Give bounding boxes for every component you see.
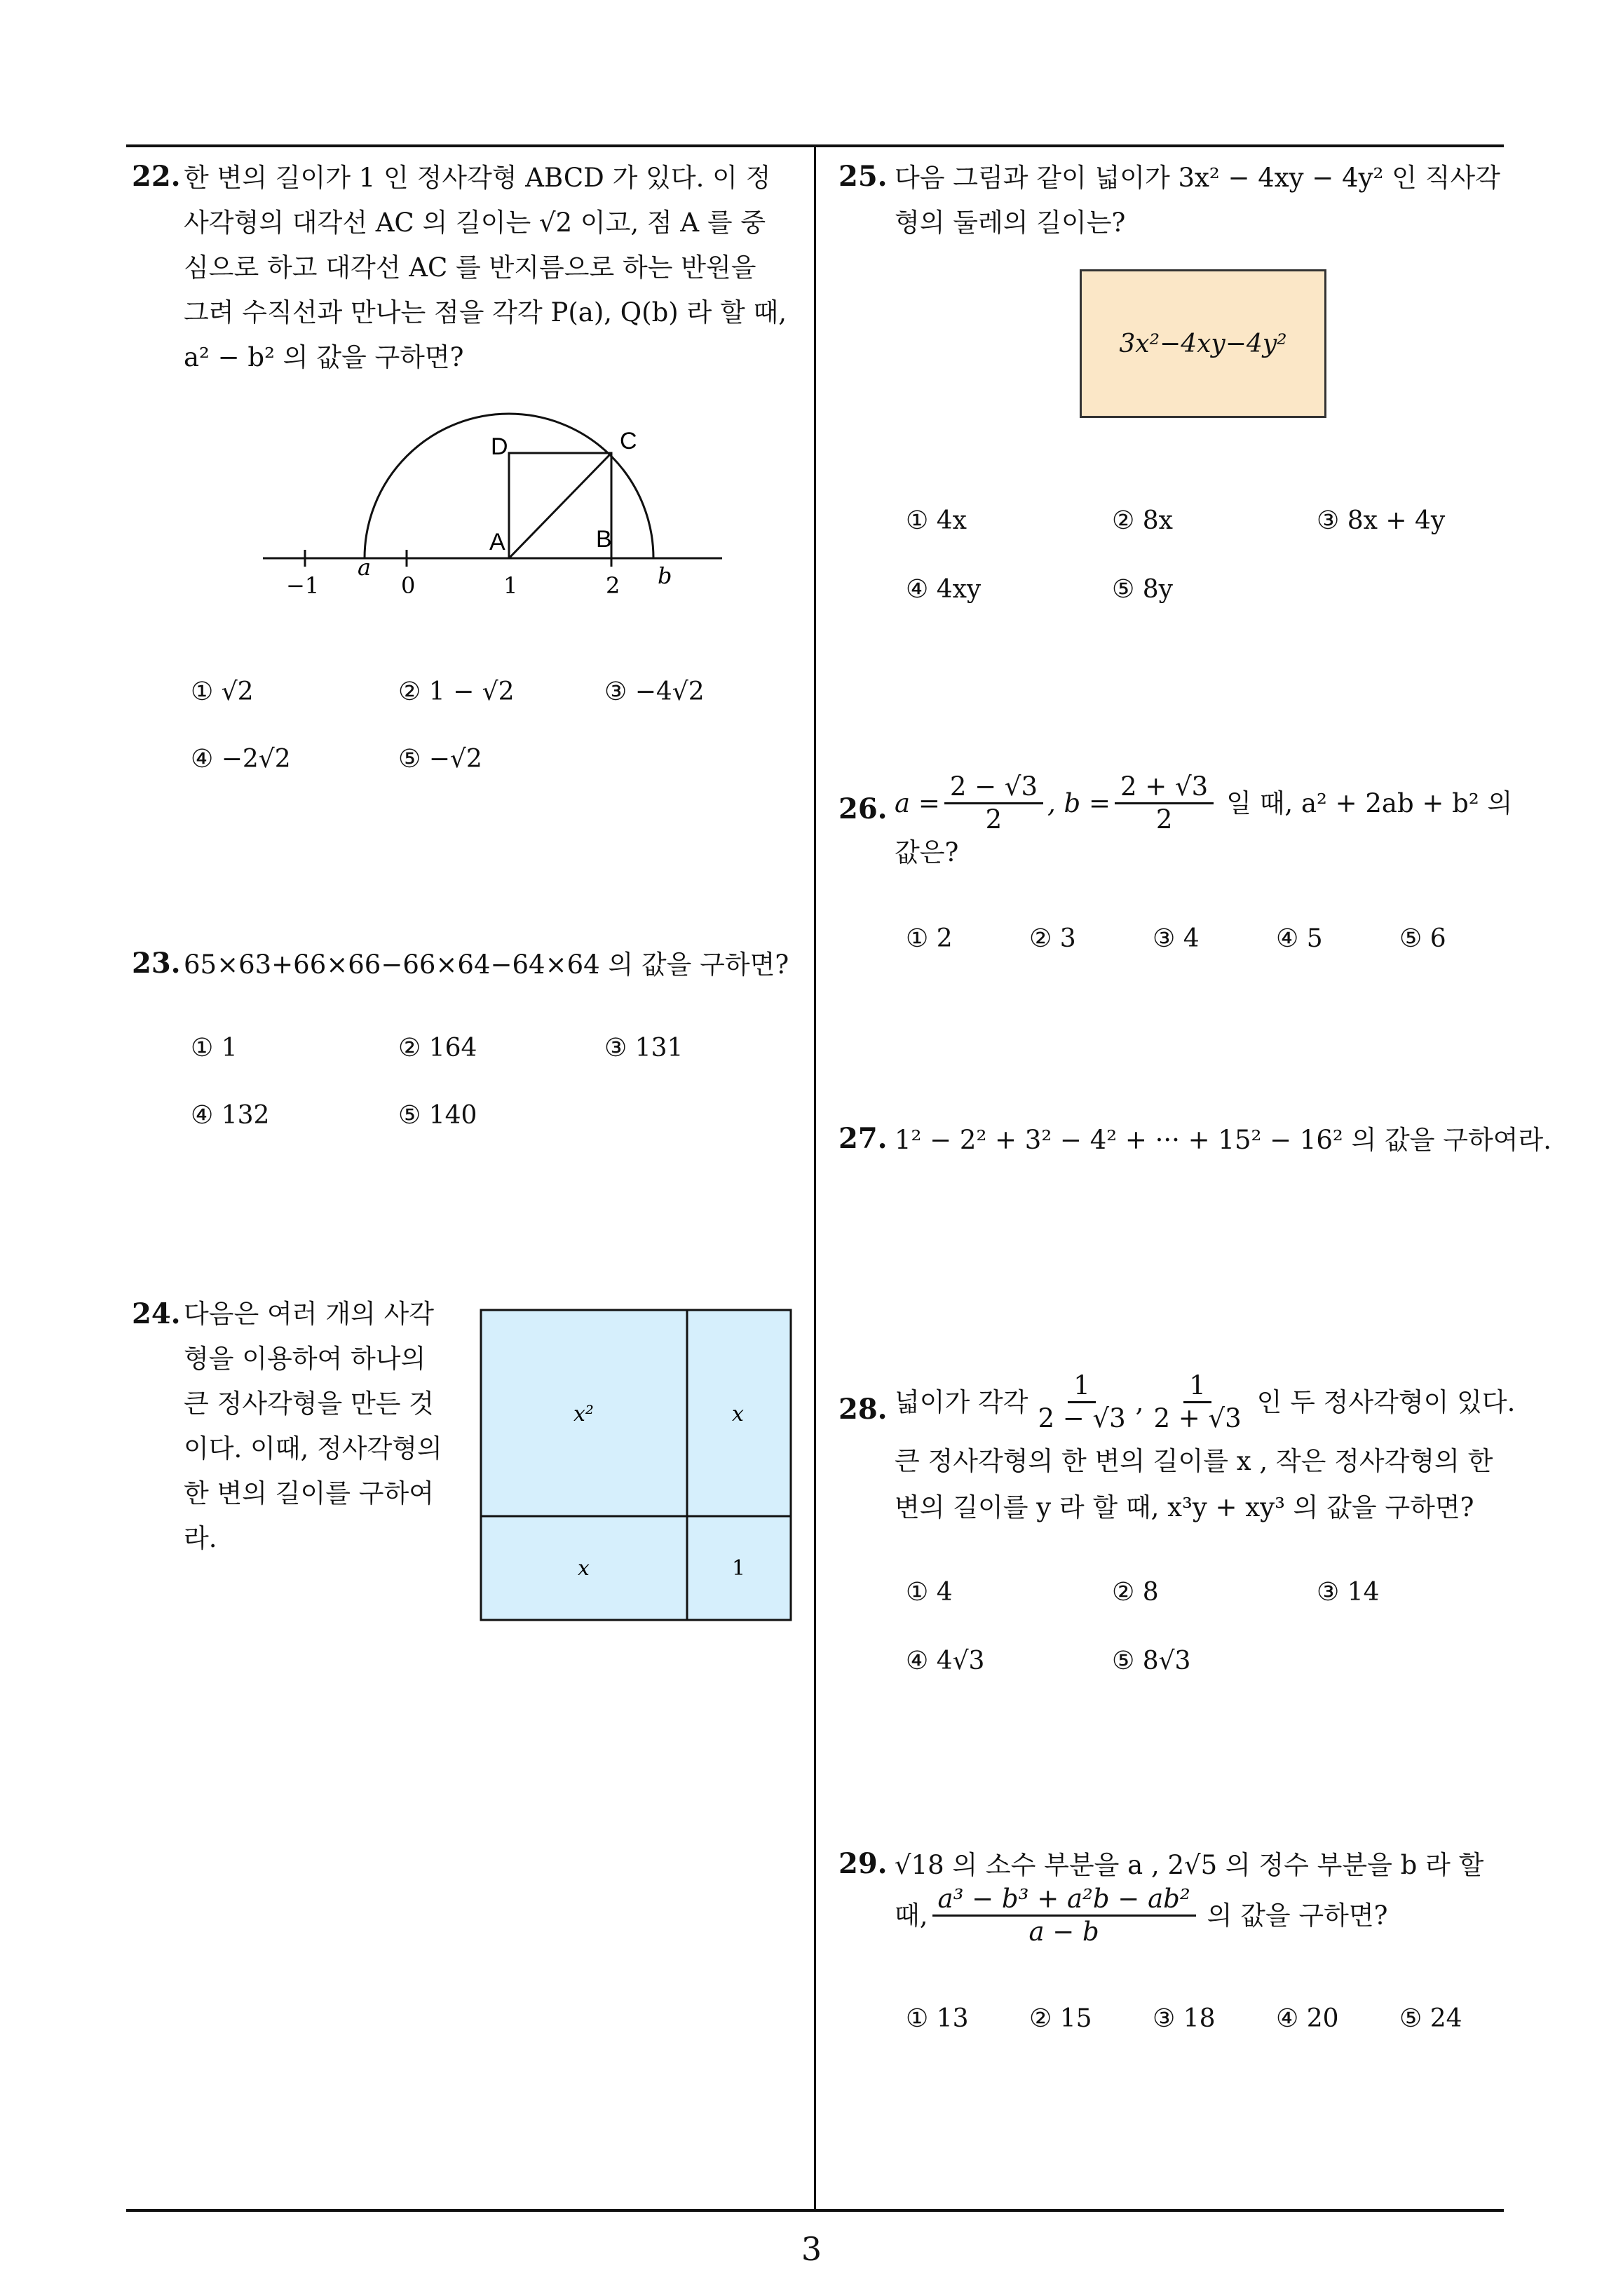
text-line: 형의 둘레의 길이는? [895,208,1126,238]
text-line: 사각형의 대각선 AC 의 길이는 √2 이고, 점 A 를 중 [184,208,766,238]
question-text [895,771,1512,835]
option-4[interactable]: ④ 4xy [906,575,982,604]
point-label-a: A [489,529,505,555]
fraction-2 [1148,1370,1247,1434]
question-number: 26. [838,792,888,825]
option-2[interactable]: ② 8 [1112,1578,1159,1607]
question-text [184,1292,450,1561]
option-4[interactable]: ④ 20 [1276,2004,1339,2033]
text-line: 이다. 이때, 정사각형의 [184,1433,442,1464]
option-4[interactable]: ④ 5 [1276,924,1323,953]
column-divider [814,144,816,2212]
bottom-rule [126,2209,1504,2212]
question-number: 23. [132,947,181,980]
numerator: a³ − b³ + a²b − ab² [932,1884,1196,1917]
region-label: 1 [732,1556,746,1581]
text-line: 큰 정사각형을 만든 것 [184,1389,434,1419]
denominator: 2 − √3 [1038,1403,1126,1433]
question-text: 1² − 2² + 3² − 4² + ··· + 15² − 16² 의 값을 구하여라. [895,1125,1551,1155]
question-number: 24. [132,1297,181,1330]
option-3[interactable]: ③ 131 [604,1034,684,1062]
option-5[interactable]: ⑤ 140 [398,1101,477,1130]
region-label: x² [573,1402,594,1426]
text-line: 한 변의 길이가 1 인 정사각형 ABCD 가 있다. 이 정 [184,163,771,193]
question-number: 22. [132,160,181,193]
option-5[interactable]: ⑤ −√2 [398,745,482,774]
text-line: 라. [184,1523,217,1553]
option-3[interactable]: ③ 4 [1153,924,1200,953]
denominator: 2 [985,804,1003,835]
option-5[interactable]: ⑤ 8y [1112,575,1173,604]
separator: , [1135,1386,1144,1417]
denominator: 2 + √3 [1153,1403,1242,1433]
tick-label: −1 [286,572,320,599]
denominator: a − b [1028,1917,1099,1947]
option-2[interactable]: ② 15 [1029,2004,1092,2033]
numerator: 1 [1068,1370,1096,1403]
semicircle-figure [252,400,729,603]
text-line: 큰 정사각형의 한 변의 길이를 x , 작은 정사각형의 한 [895,1446,1493,1476]
option-2[interactable]: ② 3 [1029,924,1076,953]
text-line: √18 의 소수 부분을 a , 2√5 의 정수 부분을 b 라 할 [895,1850,1484,1880]
text-line: 다음 그림과 같이 넓이가 3x² − 4xy − 4y² 인 직사각 [895,163,1500,193]
text-line: 형을 이용하여 하나의 [184,1344,426,1374]
question-text [895,1884,1387,1947]
question-number: 28. [838,1393,888,1426]
text-tail: 일 때, a² + 2ab + b² 의 [1226,788,1513,818]
point-label-b: B [596,526,612,553]
tick-label: 0 [401,572,416,599]
tick-label: 2 [606,572,620,599]
text-tail: 인 두 정사각형이 있다. [1256,1386,1516,1417]
tick-label: 1 [503,572,518,599]
question-number: 25. [838,160,888,193]
option-1[interactable]: ① 1 [191,1034,238,1062]
page-number: 3 [801,2230,822,2268]
point-label-c: C [620,428,637,454]
tick-label: b [658,562,672,589]
text-line: 한 변의 길이를 구하여 [184,1478,434,1508]
option-3[interactable]: ③ −4√2 [604,677,705,706]
region-label: x [578,1556,590,1581]
text-tail: 의 값을 구하면? [1207,1900,1388,1931]
tick-label: a [358,554,372,581]
variable-a: a = [895,788,940,818]
text-line: 변의 길이를 y 라 할 때, x³y + xy³ 의 값을 구하면? [895,1492,1474,1522]
fraction [932,1884,1196,1947]
option-4[interactable]: ④ 132 [191,1101,270,1130]
rectangle-figure: 3x²−4xy−4y² [1080,269,1326,418]
option-1[interactable]: ① √2 [191,677,254,706]
region-label: x [732,1402,744,1426]
option-4[interactable]: ④ 4√3 [906,1647,985,1675]
denominator: 2 [1155,804,1173,835]
question-text [895,1370,1515,1434]
text-lead: 때, [895,1900,928,1931]
option-1[interactable]: ① 4x [906,506,967,535]
option-2[interactable]: ② 164 [398,1034,477,1062]
option-2[interactable]: ② 1 − √2 [398,677,515,706]
question-text [184,156,801,380]
text-line: 다음은 여러 개의 사각 [184,1299,434,1329]
option-5[interactable]: ⑤ 24 [1399,2004,1462,2033]
variable-b: , b = [1047,788,1111,818]
numerator: 2 − √3 [944,771,1043,804]
option-2[interactable]: ② 8x [1112,506,1173,535]
text-line: a² − b² 의 값을 구하면? [184,342,464,372]
option-3[interactable]: ③ 8x + 4y [1317,506,1446,535]
numerator: 1 [1183,1370,1211,1403]
numerator: 2 + √3 [1115,771,1214,804]
fraction-a [944,771,1043,835]
text-line: 심으로 하고 대각선 AC 를 반지름으로 하는 반원을 [184,252,756,283]
option-4[interactable]: ④ −2√2 [191,745,291,774]
option-1[interactable]: ① 13 [906,2004,969,2033]
point-label-d: D [491,433,508,460]
option-1[interactable]: ① 2 [906,924,953,953]
question-number: 27. [838,1122,888,1155]
option-3[interactable]: ③ 18 [1153,2004,1216,2033]
question-text: 65×63+66×66−66×64−64×64 의 값을 구하면? [184,950,789,980]
fraction-1 [1032,1370,1131,1434]
option-5[interactable]: ⑤ 6 [1399,924,1446,953]
fraction-b [1115,771,1214,835]
option-1[interactable]: ① 4 [906,1578,953,1607]
square-tiling-figure [480,1309,795,1624]
option-3[interactable]: ③ 14 [1317,1578,1380,1607]
question-text [895,156,1512,245]
option-5[interactable]: ⑤ 8√3 [1112,1647,1191,1675]
text-line: 값은? [895,837,959,867]
text-line: 그려 수직선과 만나는 점을 각각 P(a), Q(b) 라 할 때, [184,297,787,327]
text-lead: 넓이가 각각 [895,1386,1028,1417]
question-number: 29. [838,1847,888,1880]
